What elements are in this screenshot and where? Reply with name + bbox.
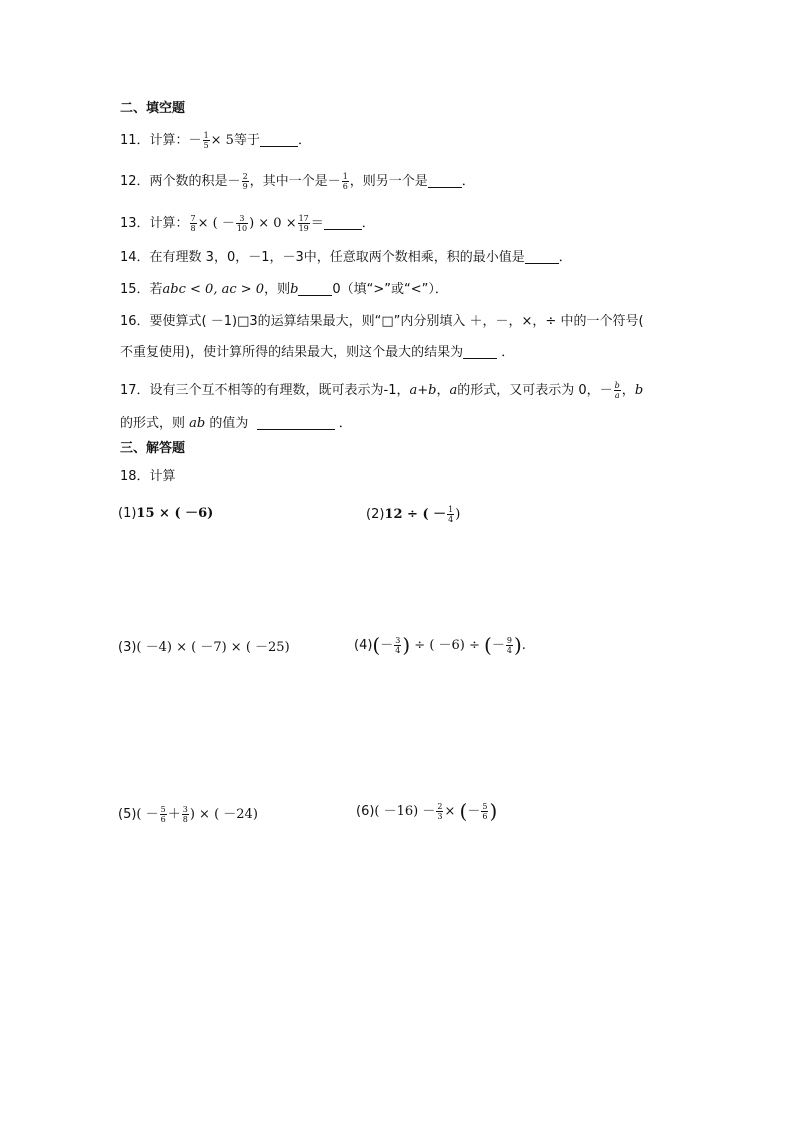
p4-frac1-den: 4 <box>395 646 401 655</box>
q12-minus-1: － <box>227 174 241 189</box>
p6-lparen: ( <box>459 799 468 823</box>
p5-pre: ( － <box>136 807 159 822</box>
p2-frac-num: 1 <box>448 505 454 514</box>
q13-end: ． <box>361 216 375 231</box>
p6-fraction-1 <box>436 802 443 821</box>
q17-line1-a: 17．设有三个互不相等的有理数，既可表示为-1， <box>120 383 410 398</box>
p4-fraction-1 <box>394 636 401 655</box>
q17-line2-a: 的形式，则 <box>120 416 186 431</box>
q13-fraction-1 <box>190 214 197 233</box>
question-15 <box>120 281 448 299</box>
q11-end: ． <box>297 133 311 148</box>
q12-frac1-den: 9 <box>242 182 248 191</box>
p6-label: (6) <box>356 804 375 819</box>
q13-part2: × ( － <box>197 216 235 231</box>
q12-mid: ，其中一个是 <box>249 174 328 189</box>
p4-frac1-num: 3 <box>395 636 401 645</box>
p4-mid: ÷ ( －6) ÷ <box>414 638 480 653</box>
q17-sep: ， <box>436 383 450 398</box>
q13-frac2-num: 3 <box>236 214 248 224</box>
q12-frac2-den: 6 <box>342 182 348 191</box>
p2-frac-den: 4 <box>448 515 454 524</box>
q13-fraction-2 <box>236 214 248 233</box>
p6-minus: － <box>467 804 481 819</box>
q11-frac-den: 5 <box>203 141 209 150</box>
q11-prefix: 11．计算： <box>120 133 189 148</box>
p5-frac2-den: 8 <box>182 815 188 824</box>
p4-rparen-1: ) <box>402 633 411 657</box>
p4-label: (4) <box>354 638 373 653</box>
question-16-line-1: 16．要使算式( －1)□3的运算结果最大，则“□”内分别填入 ＋，－，×，÷ 中的一个符号( <box>120 314 644 329</box>
q17-line2-b: 的值为 <box>209 416 249 431</box>
q17-fraction <box>614 381 621 400</box>
p6-frac2-den: 6 <box>482 812 488 821</box>
q17-line1-b: 的形式，又可表示为 0，－ <box>457 383 613 398</box>
q17-frac-den: a <box>614 391 620 400</box>
q13-frac1-num: 7 <box>190 214 196 223</box>
p3-label: (3) <box>118 640 137 655</box>
p4-minus-2: － <box>491 638 505 653</box>
p4-frac2-den: 4 <box>506 646 512 655</box>
p5-fraction-2 <box>182 805 189 824</box>
question-18-title: 18．计算 <box>120 469 176 484</box>
q16-end: ． <box>501 345 515 360</box>
section-fill-title: 二、填空题 <box>120 101 186 116</box>
problem-6 <box>356 799 498 823</box>
q16-answer-blank[interactable] <box>463 345 497 359</box>
q12-suffix: ，则另一个是 <box>349 174 428 189</box>
p6-times: × <box>444 804 456 819</box>
problem-4 <box>354 633 526 657</box>
q13-part3: ) × 0 × <box>249 216 297 231</box>
q13-frac2-den: 10 <box>236 224 248 233</box>
q15-after: 0（填“>”或“<”）． <box>332 282 448 297</box>
question-12 <box>120 172 475 191</box>
p4-rparen-2: ) <box>513 633 522 657</box>
p5-frac1-den: 6 <box>160 815 166 824</box>
p5-plus: ＋ <box>167 807 181 822</box>
p4-frac2-num: 9 <box>506 636 512 645</box>
p1-expr: 15 × ( －6) <box>136 506 214 521</box>
q12-prefix: 12．两个数的积是 <box>120 174 228 189</box>
p5-frac1-num: 5 <box>160 805 166 814</box>
question-17-line-2 <box>120 415 352 433</box>
p6-fraction-2 <box>481 802 488 821</box>
problem-2 <box>366 505 460 524</box>
p4-lparen-2: ( <box>484 633 492 657</box>
q13-frac3-den: 19 <box>298 224 309 233</box>
p2-fraction <box>447 505 454 524</box>
question-14 <box>120 249 572 267</box>
p4-minus-1: － <box>380 638 394 653</box>
q11-minus: － <box>188 133 202 148</box>
q14-text: 14．在有理数 3，0，－1，－3中，任意取两个数相乘，积的最小值是 <box>120 250 525 265</box>
q13-prefix: 13．计算： <box>120 216 189 231</box>
q15-prefix: 15．若 <box>120 282 163 297</box>
q12-frac2-num: 1 <box>342 172 348 181</box>
q13-answer-blank[interactable] <box>324 216 362 230</box>
q13-equals: ＝ <box>310 216 324 231</box>
problem-3 <box>118 639 290 657</box>
q17-sep2: ， <box>621 383 635 398</box>
p5-label: (5) <box>118 807 137 822</box>
q14-end: ． <box>558 250 572 265</box>
p4-fraction-2 <box>506 636 513 655</box>
q13-frac1-den: 8 <box>190 224 196 233</box>
p5-frac2-num: 3 <box>182 805 188 814</box>
q13-fraction-3 <box>298 214 310 233</box>
p6-rparen: ) <box>489 799 498 823</box>
p5-fraction-1 <box>160 805 167 824</box>
q11-mid: × 5等于 <box>210 133 260 148</box>
question-11 <box>120 131 311 150</box>
q11-answer-blank[interactable] <box>260 133 298 147</box>
q17-answer-blank[interactable] <box>257 416 335 430</box>
p6-pre: ( －16) － <box>374 804 436 819</box>
p2-post: ) <box>455 507 461 522</box>
problem-5 <box>118 805 258 824</box>
p6-frac1-num: 2 <box>437 802 443 811</box>
q12-fraction-2 <box>342 172 349 191</box>
p2-pre: 12 ÷ ( － <box>384 507 447 522</box>
q12-end: ． <box>461 174 475 189</box>
question-16-line-2 <box>120 344 514 362</box>
section-answer-title: 三、解答题 <box>120 441 186 456</box>
q12-frac1-num: 2 <box>242 172 248 181</box>
q17-frac-num: b <box>614 381 620 390</box>
p6-frac1-den: 3 <box>437 812 443 821</box>
q11-frac-num: 1 <box>203 131 209 140</box>
q17-b: b <box>634 383 644 398</box>
q17-end: ． <box>338 416 352 431</box>
q12-answer-blank[interactable] <box>428 174 462 188</box>
p3-expr: ( －4) × ( －7) × ( －25) <box>136 640 290 655</box>
q12-fraction-1 <box>242 172 249 191</box>
q13-frac3-num: 17 <box>298 214 309 223</box>
question-13 <box>120 214 375 233</box>
q15-condition: abc < 0, ac > 0 <box>162 282 265 297</box>
q16-line2: 不重复使用)，使计算所得的结果最大，则这个最大的结果为 <box>120 345 464 360</box>
p5-post: ) × ( －24) <box>189 807 258 822</box>
q11-fraction <box>203 131 210 150</box>
p4-end: . <box>521 638 526 653</box>
q14-answer-blank[interactable] <box>525 250 559 264</box>
q17-a: a <box>449 383 458 398</box>
problem-1 <box>118 505 213 523</box>
q17-a-plus-b: a+b <box>409 383 437 398</box>
question-17-line-1 <box>120 381 643 400</box>
p4-lparen-1: ( <box>372 633 381 657</box>
q15-mid: ，则 <box>264 282 291 297</box>
q17-ab: ab <box>189 416 206 431</box>
p2-label: (2) <box>366 507 385 522</box>
q12-minus-2: － <box>327 174 341 189</box>
q15-var: b <box>290 282 299 297</box>
p6-frac2-num: 5 <box>482 802 488 811</box>
q15-answer-blank[interactable] <box>298 282 332 296</box>
p1-label: (1) <box>118 506 137 521</box>
